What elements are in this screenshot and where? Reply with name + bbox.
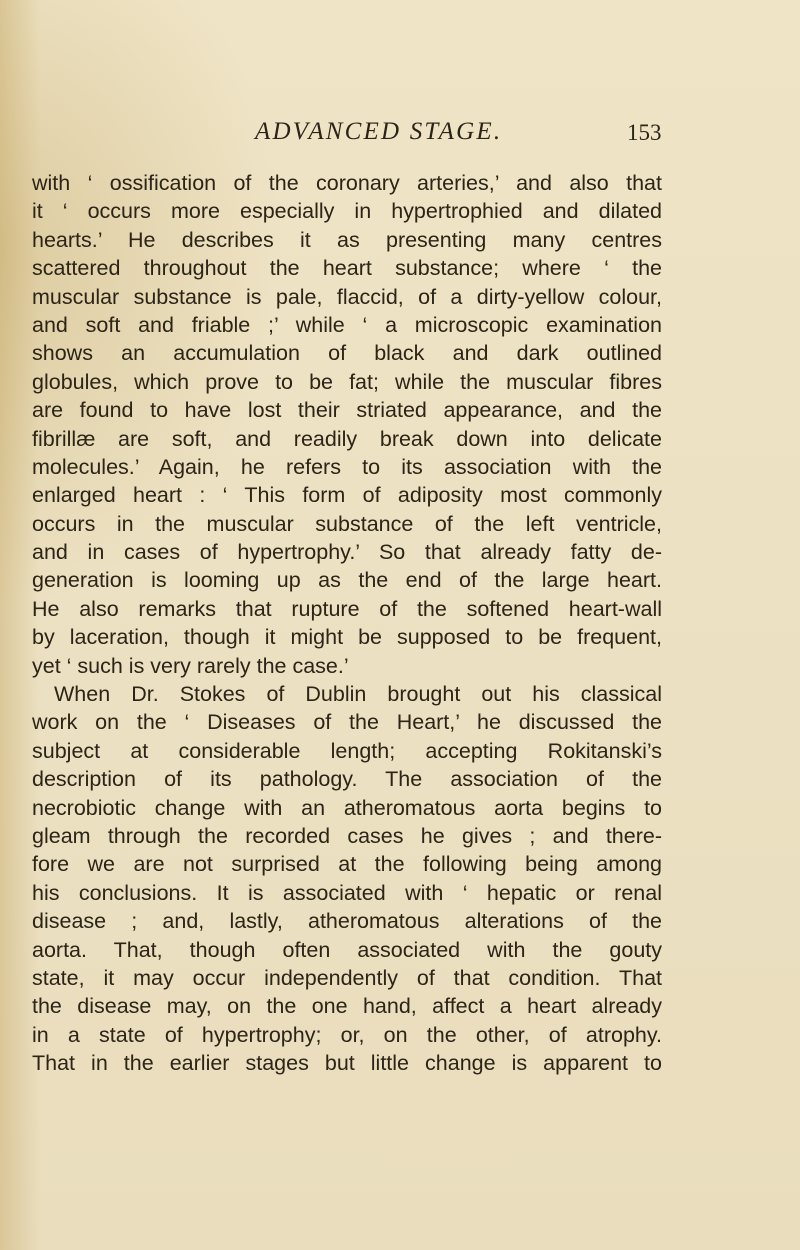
text-line: necrobiotic change with an atheromatous aorta begins to (32, 795, 662, 820)
text-line: disease ; and, lastly, atheromatous alterations of the (32, 909, 662, 934)
text-line: shows an accumulation of black and dark outlined (32, 341, 662, 366)
text-line: in a state of hypertrophy; or, on the other, of atrophy. (32, 1022, 662, 1047)
text-line: scattered throughout the heart substance; where ‘ the (32, 256, 662, 281)
text-line: gleam through the recorded cases he gives ; and there- (32, 823, 662, 848)
text-line: with ‘ ossification of the coronary arteries,’ and also that (32, 171, 662, 195)
text-line: That in the earlier stages but little change is apparent to (32, 1051, 662, 1076)
text-line: and soft and friable ;’ while ‘ a microscopic examination (32, 312, 662, 337)
text-line: aorta. That, though often associated with the gouty (32, 937, 662, 962)
text-line: molecules.’ Again, he refers to its association with the (32, 454, 662, 479)
text-line: work on the ‘ Diseases of the Heart,’ he discussed the (32, 710, 662, 735)
text-line: He also remarks that rupture of the softened heart-wall (32, 596, 662, 621)
text-line: hearts.’ He describes it as presenting many centres (32, 227, 662, 252)
text-line: When Dr. Stokes of Dublin brought out his classical (54, 682, 662, 707)
body-text (32, 169, 662, 1078)
text-line: subject at considerable length; accepting Rokitanski’s (32, 738, 662, 763)
page-header (0, 118, 800, 148)
text-line: and in cases of hypertrophy.’ So that already fatty de- (32, 540, 662, 565)
text-line: are found to have lost their striated appearance, and the (32, 398, 662, 423)
text-line: the disease may, on the one hand, affect a heart already (32, 994, 662, 1019)
text-line: yet ‘ such is very rarely the case.’ (32, 653, 349, 678)
text-line: by laceration, though it might be supposed to be frequent, (32, 625, 662, 650)
text-line: globules, which prove to be fat; while the muscular fibres (32, 369, 662, 394)
text-line: generation is looming up as the end of the large heart. (32, 568, 662, 593)
text-line: occurs in the muscular substance of the left ventricle, (32, 511, 662, 536)
text-line: fore we are not surprised at the following being among (32, 852, 662, 877)
text-line: fibrillæ are soft, and readily break down into delicate (32, 426, 662, 451)
text-line: muscular substance is pale, flaccid, of a dirty-yellow colour, (32, 284, 662, 309)
running-title: ADVANCED STAGE. (255, 118, 503, 145)
text-line: it ‘ occurs more especially in hypertrophied and dilated (32, 199, 662, 224)
text-line: his conclusions. It is associated with ‘ hepatic or renal (32, 880, 662, 905)
text-line: description of its pathology. The association of the (32, 767, 662, 792)
text-line: enlarged heart : ‘ This form of adiposity most commonly (32, 483, 662, 508)
page-number: 153 (627, 120, 662, 145)
text-line: state, it may occur independently of that condition. That (32, 965, 662, 990)
